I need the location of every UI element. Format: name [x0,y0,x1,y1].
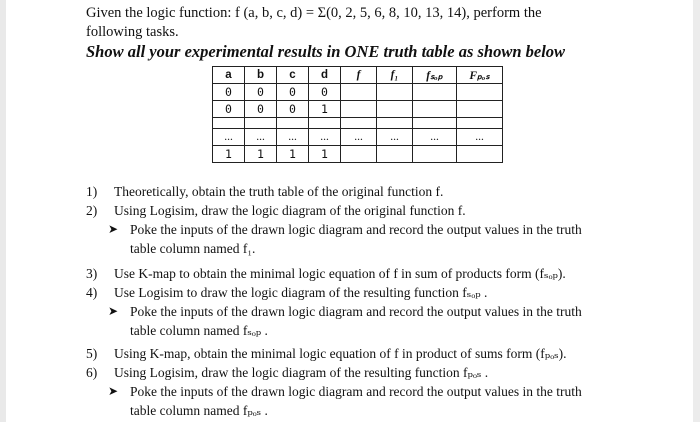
task-2: 2) Using Logisim, draw the logic diagram of the original function f. [86,203,466,218]
task-5: 5) Using K-map, obtain the minimal logic equation of f in product of sums form (fₚₒₛ). [86,346,567,361]
cell [457,146,503,163]
cell [457,101,503,118]
cell: 1 [309,146,341,163]
table-row [213,84,503,101]
cell: 1 [245,146,277,163]
cell: 0 [277,101,309,118]
left-edge [0,0,6,422]
header-f1: f₁ [377,67,413,84]
right-edge [693,0,700,422]
cell: ... [457,129,503,146]
truth-table [212,66,503,163]
intro-line-2: following tasks. [86,24,179,40]
header-fsop: fₛₒₚ [413,67,457,84]
cell: ... [413,129,457,146]
task-4: 4) Use Logisim to draw the logic diagram of the resulting function fₛₒₚ . [86,285,488,300]
table-row [213,101,503,118]
cell: 0 [245,84,277,101]
cell: 1 [277,146,309,163]
header-b: b [245,67,277,84]
cell [377,101,413,118]
arrow-bullet-icon: ➤ [108,222,119,236]
cell [377,84,413,101]
cell: 0 [213,101,245,118]
cell [377,146,413,163]
header-c: c [277,67,309,84]
header-row [213,67,503,84]
cell: 0 [245,101,277,118]
cell: ... [309,129,341,146]
cell [457,84,503,101]
intro-paragraph [86,4,646,42]
arrow-bullet-icon: ➤ [108,304,119,318]
cell: ... [245,129,277,146]
cell: 0 [213,84,245,101]
intro-line-1: Given the logic function: f (a, b, c, d) = Σ(0, 2, 5, 6, 8, 10, 13, 14), perform the [86,5,542,21]
cell [341,84,377,101]
cell [341,146,377,163]
header-f: f [341,67,377,84]
cell: 1 [213,146,245,163]
task-6: 6) Using Logisim, draw the logic diagram of the resulting function fₚₒₛ . [86,365,489,380]
table-heading: Show all your experimental results in ONE truth table as shown below [86,42,566,61]
table-row [213,146,503,163]
cell [413,84,457,101]
cell: 0 [309,84,341,101]
cell: ... [277,129,309,146]
cell [341,101,377,118]
cell [413,101,457,118]
cell [413,146,457,163]
task-3: 3) Use K-map to obtain the minimal logic equation of f in sum of products form (fₛₒₚ). [86,266,566,281]
header-a: a [213,67,245,84]
cell: ... [213,129,245,146]
header-d: d [309,67,341,84]
table-row [213,129,503,146]
cell: 0 [277,84,309,101]
cell: ... [377,129,413,146]
table-row-spacer [213,118,503,129]
arrow-bullet-icon: ➤ [108,384,119,398]
header-fpos: Fₚₒₛ [457,67,503,84]
cell: 1 [309,101,341,118]
cell: ... [341,129,377,146]
task-1: 1) Theoretically, obtain the truth table of the original function f. [86,184,444,199]
